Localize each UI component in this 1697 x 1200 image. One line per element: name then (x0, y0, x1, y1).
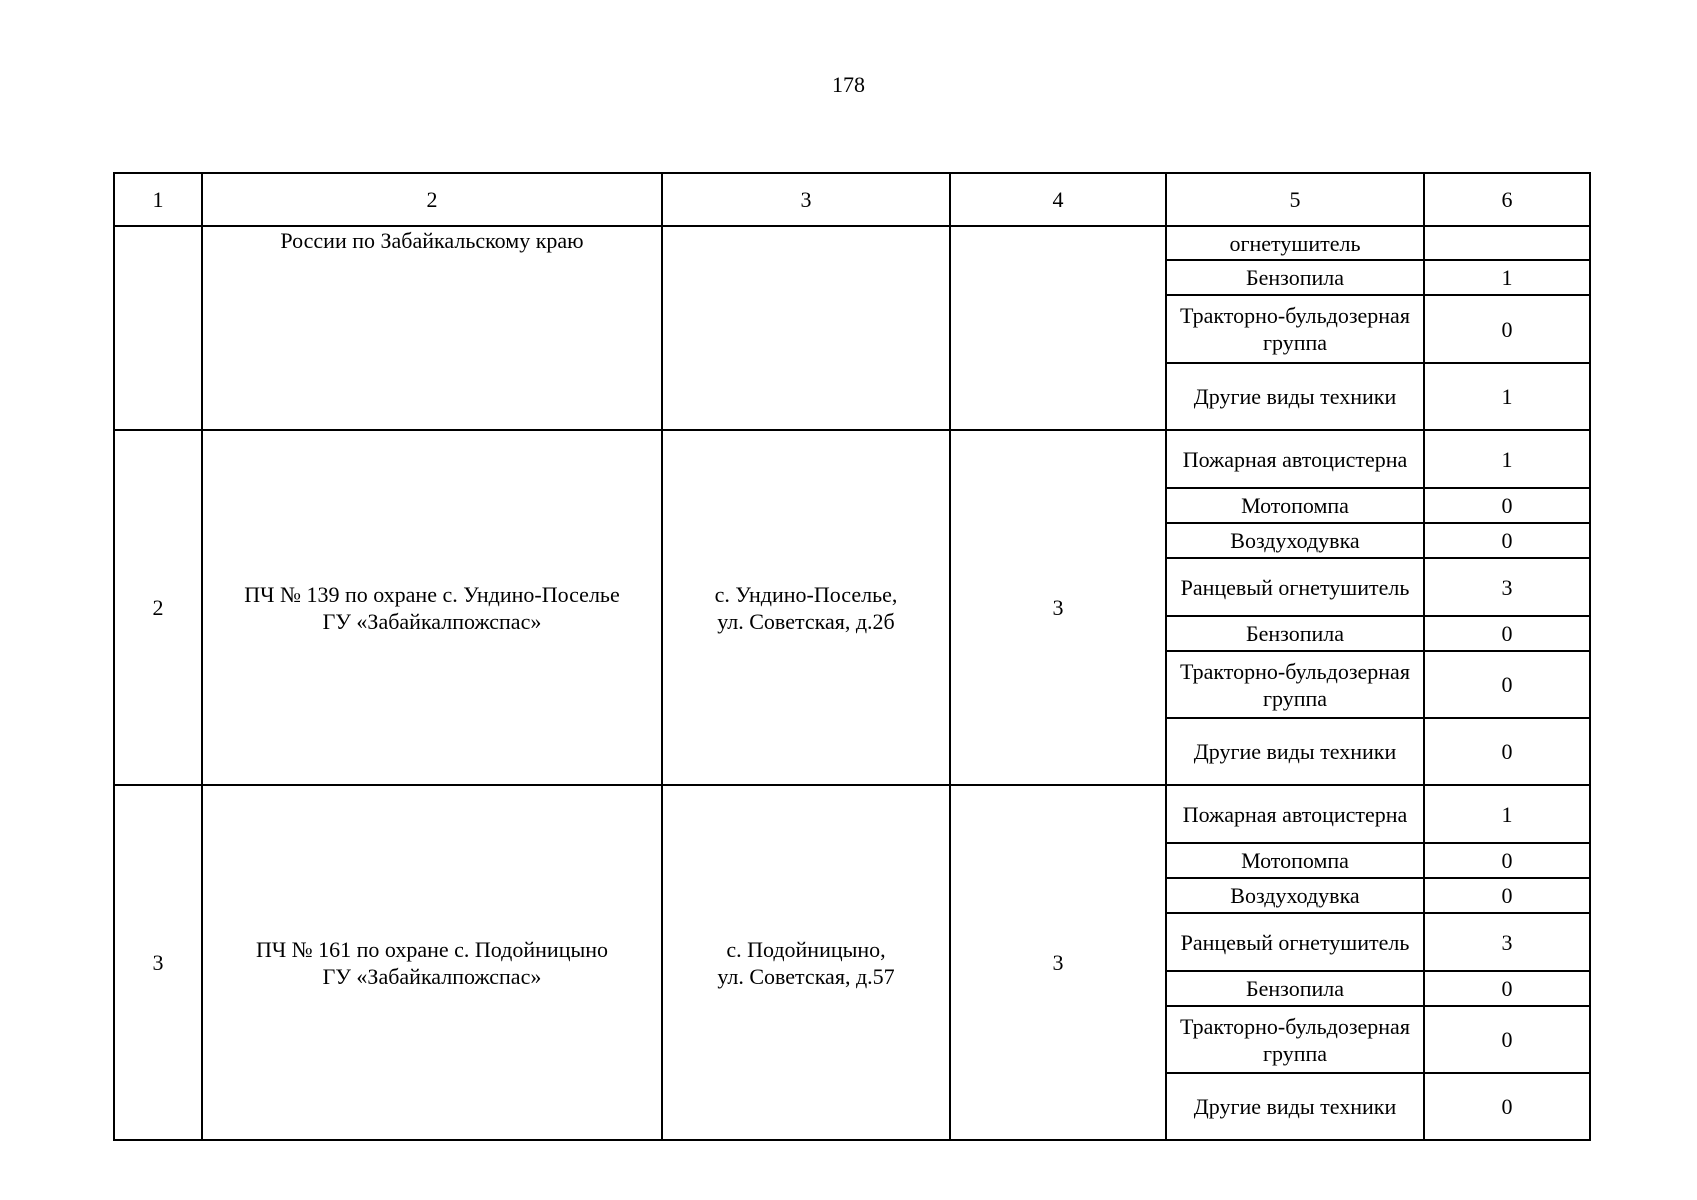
address-cell (662, 226, 950, 430)
equipment-name: огнетушитель (1166, 226, 1424, 260)
equipment-qty: 1 (1424, 363, 1590, 430)
unit-name-cell (202, 430, 662, 785)
header-row (114, 173, 1590, 226)
equipment-name: Мотопомпа (1166, 488, 1424, 523)
equipment-name: Воздуходувка (1166, 878, 1424, 913)
address-line: с. Подойницыно, (726, 936, 886, 962)
equipment-qty: 0 (1424, 878, 1590, 913)
header-col-2: 2 (202, 173, 662, 226)
address-cell (662, 785, 950, 1140)
equipment-qty: 0 (1424, 843, 1590, 878)
equipment-qty: 0 (1424, 651, 1590, 718)
equipment-qty (1424, 226, 1590, 260)
unit-name-line: ПЧ № 139 по охране с. Ундино-Поселье (244, 581, 620, 607)
equipment-name: Другие виды техники (1166, 363, 1424, 430)
equipment-qty: 3 (1424, 558, 1590, 616)
personnel-cell: 3 (950, 785, 1166, 1140)
equipment-name: Бензопила (1166, 971, 1424, 1006)
unit-name-cell (202, 785, 662, 1140)
row-number-cell: 3 (114, 785, 202, 1140)
header-col-5: 5 (1166, 173, 1424, 226)
row-number-cell: 2 (114, 430, 202, 785)
equipment-name: Пожарная автоцистерна (1166, 785, 1424, 843)
equipment-name: Ранцевый огнетушитель (1166, 913, 1424, 971)
address-cell (662, 430, 950, 785)
equipment-name: Ранцевый огнетушитель (1166, 558, 1424, 616)
equipment-qty: 1 (1424, 785, 1590, 843)
equipment-qty: 1 (1424, 260, 1590, 295)
equipment-name: Мотопомпа (1166, 843, 1424, 878)
equipment-qty: 0 (1424, 718, 1590, 785)
page-number: 178 (832, 72, 865, 97)
equipment-qty: 0 (1424, 295, 1590, 363)
header-col-4: 4 (950, 173, 1166, 226)
header-col-3: 3 (662, 173, 950, 226)
equipment-name: Воздуходувка (1166, 523, 1424, 558)
unit-name-line: ПЧ № 161 по охране с. Подойницыно (255, 936, 609, 962)
personnel-cell (950, 226, 1166, 430)
equipment-qty: 0 (1424, 1073, 1590, 1140)
equipment-qty: 0 (1424, 616, 1590, 651)
equipment-name: Тракторно-бульдозерная группа (1166, 1006, 1424, 1073)
equipment-name: Другие виды техники (1166, 718, 1424, 785)
table-row (114, 430, 1590, 488)
equipment-qty: 0 (1424, 971, 1590, 1006)
header-col-6: 6 (1424, 173, 1590, 226)
equipment-qty: 3 (1424, 913, 1590, 971)
equipment-qty: 0 (1424, 1006, 1590, 1073)
equipment-qty: 0 (1424, 523, 1590, 558)
unit-org-line: ГУ «Забайкалпожспас» (322, 608, 542, 634)
personnel-cell: 3 (950, 430, 1166, 785)
equipment-name: Другие виды техники (1166, 1073, 1424, 1140)
address-line: с. Ундино-Поселье, (714, 581, 898, 607)
street-line: ул. Советская, д.2б (717, 608, 895, 634)
equipment-name: Пожарная автоцистерна (1166, 430, 1424, 488)
equipment-name: Тракторно-бульдозерная группа (1166, 651, 1424, 718)
equipment-qty: 0 (1424, 488, 1590, 523)
equipment-name: Бензопила (1166, 616, 1424, 651)
equipment-qty: 1 (1424, 430, 1590, 488)
equipment-table (113, 172, 1591, 1141)
row-number-cell (114, 226, 202, 430)
unit-org-line: ГУ «Забайкалпожспас» (322, 963, 542, 989)
header-col-1: 1 (114, 173, 202, 226)
street-line: ул. Советская, д.57 (717, 963, 895, 989)
table-row (114, 785, 1590, 843)
table-row (114, 226, 1590, 260)
equipment-name: Бензопила (1166, 260, 1424, 295)
equipment-name: Тракторно-бульдозерная группа (1166, 295, 1424, 363)
unit-name-cell: России по Забайкальскому краю (202, 226, 662, 430)
